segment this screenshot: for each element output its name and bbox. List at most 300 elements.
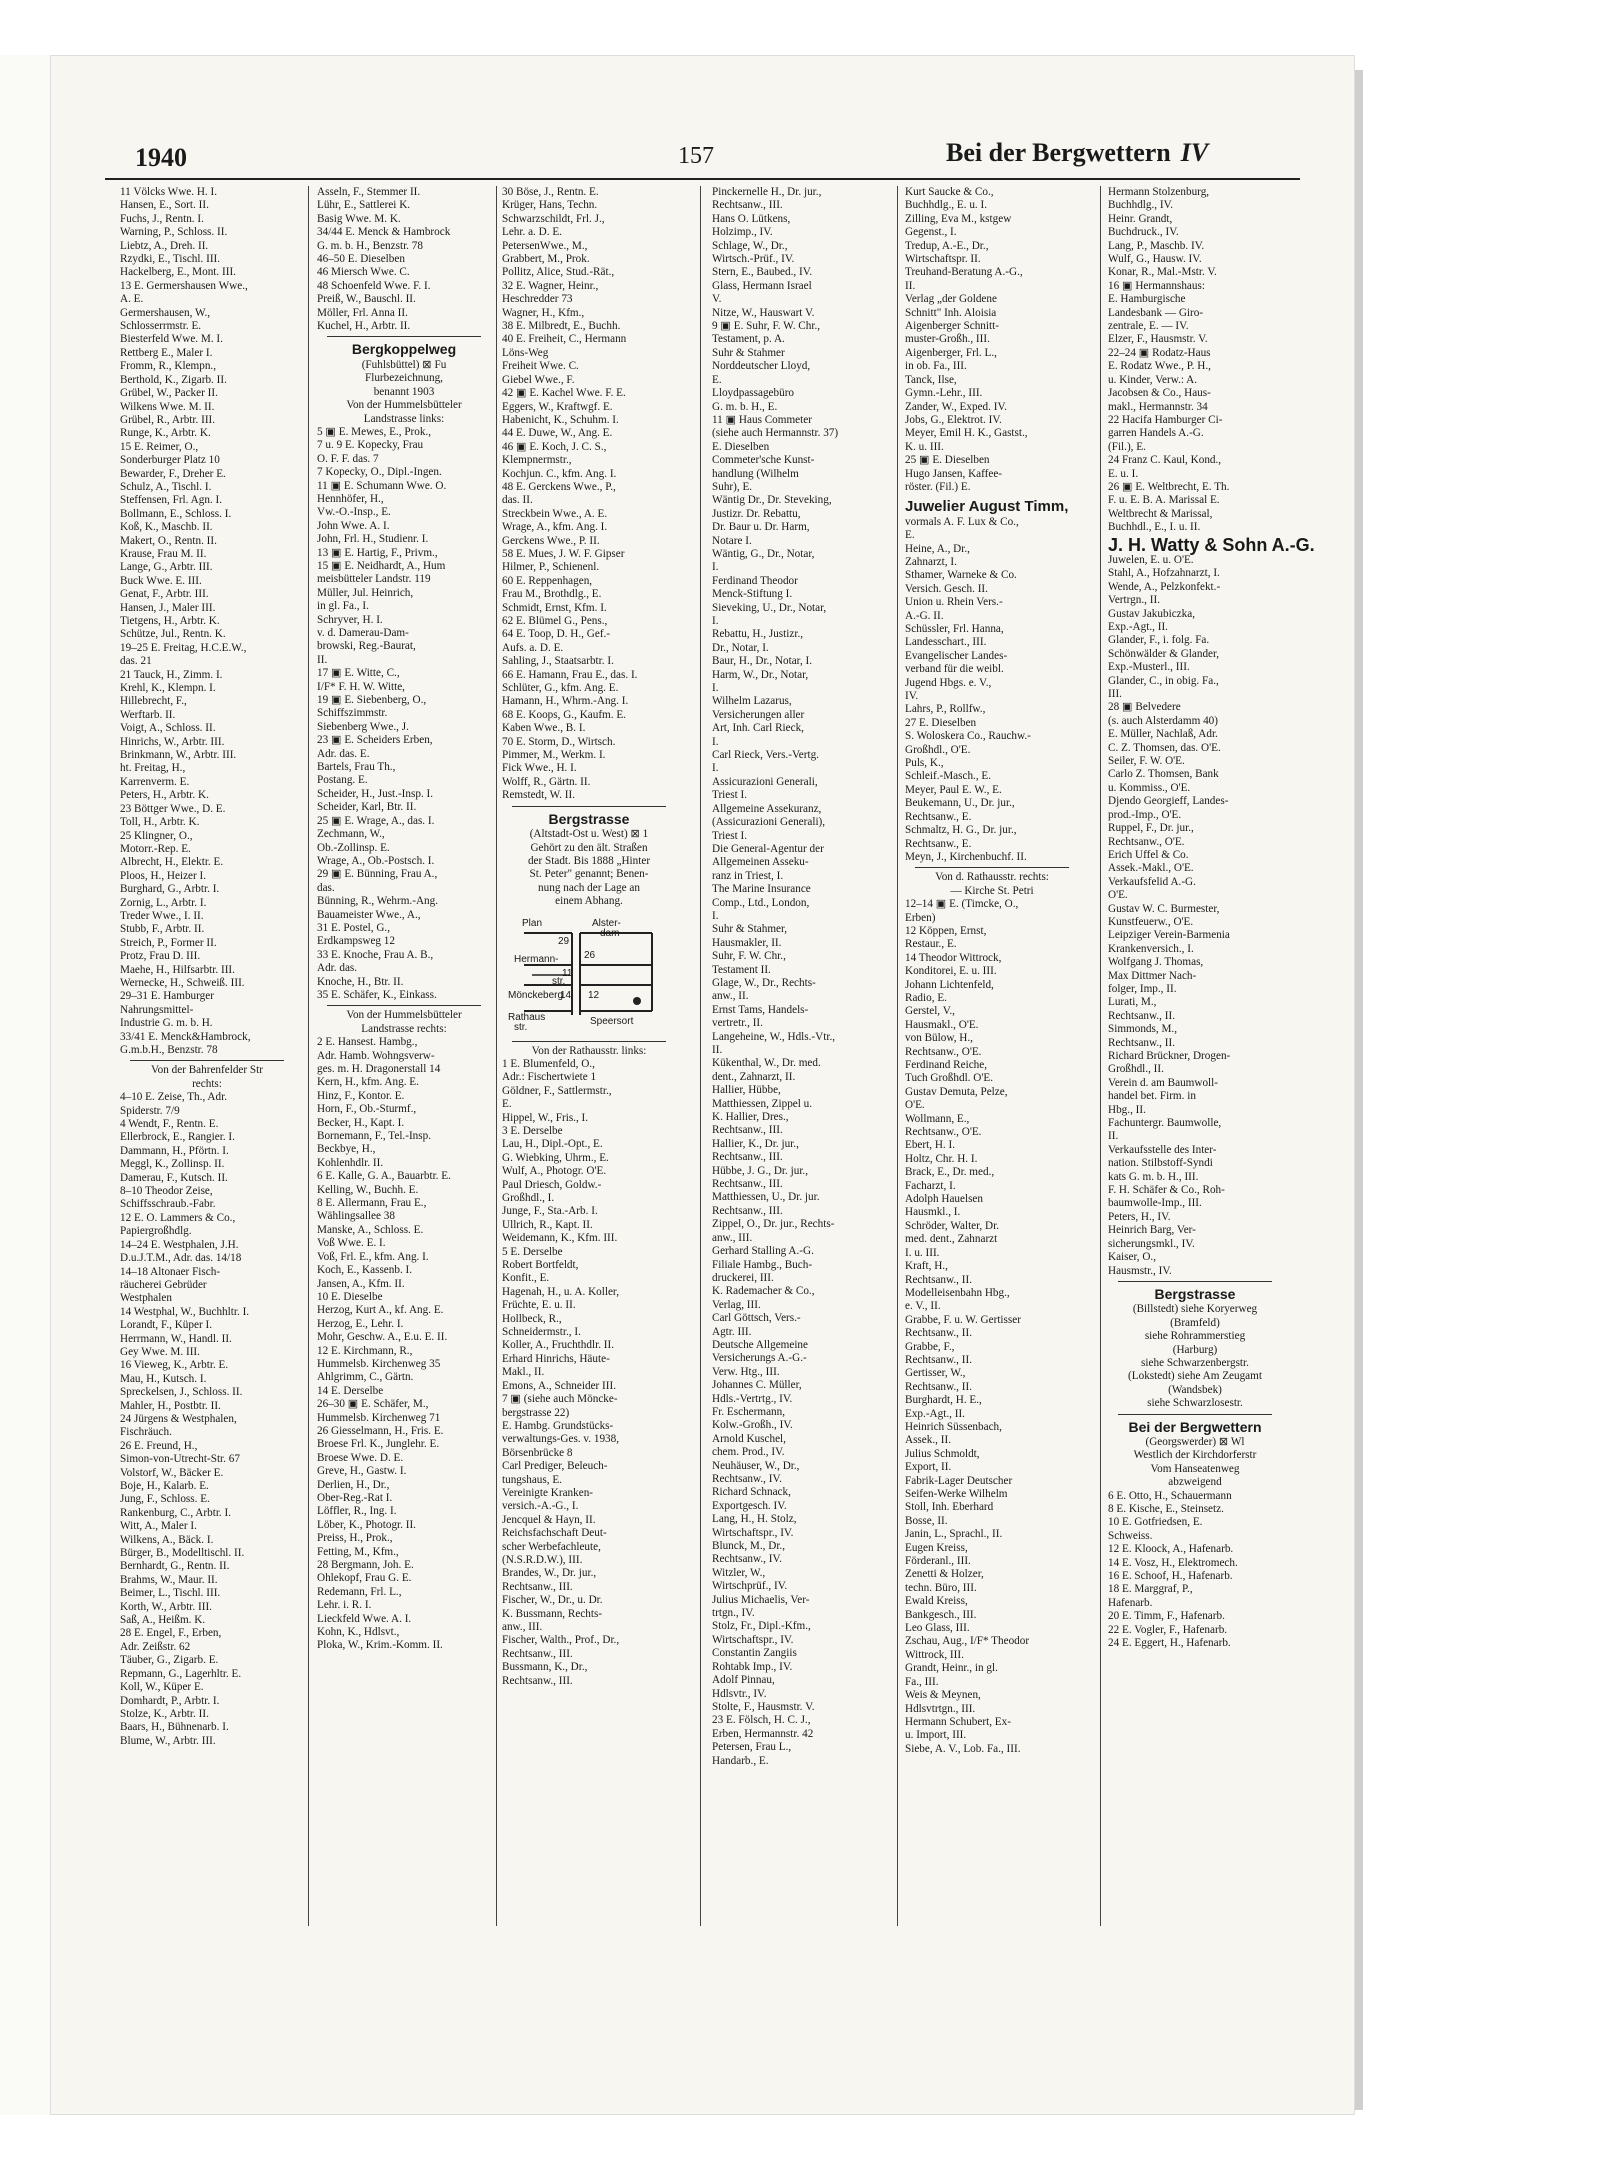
directory-entry: makl., Hermannstr. 34	[1108, 400, 1208, 413]
directory-entry: Leipziger Verein-Barmenia	[1108, 929, 1230, 942]
directory-entry: Simmonds, M.,	[1108, 1023, 1178, 1036]
directory-entry: Holtz, Chr. H. I.	[905, 1152, 978, 1165]
directory-entry: 10 E. Gotfriedsen, E.	[1108, 1516, 1203, 1529]
directory-entry: Heinr. Grandt,	[1108, 212, 1173, 225]
directory-entry: Rechtsanw., II.	[1108, 1009, 1175, 1022]
directory-entry: Voigt, A., Schloss. II.	[120, 722, 216, 735]
directory-entry: Freiheit Wwe. C.	[502, 360, 579, 373]
directory-entry: Fachuntergr. Baumwolle,	[1108, 1117, 1222, 1130]
directory-entry: Wilhelm Lazarus,	[712, 695, 792, 708]
directory-entry: muster-Großh., III.	[905, 333, 990, 346]
directory-entry: Nitze, W., Hauswart V.	[712, 306, 815, 319]
directory-entry: Papiergroßhdlg.	[120, 1225, 192, 1238]
directory-entry: vormals A. F. Lux & Co.,	[905, 515, 1019, 528]
directory-entry: I.	[712, 762, 719, 775]
directory-entry: Handarb., E.	[712, 1754, 769, 1767]
directory-entry: Buchhdl., E., I. u. II.	[1108, 521, 1201, 534]
directory-entry: meisbütteler Landstr. 119	[317, 573, 431, 586]
directory-entry: Jansen, A., Kfm. II.	[317, 1277, 405, 1290]
directory-entry: Pimmer, M., Werkm. I.	[502, 749, 606, 762]
directory-entry: Albrecht, H., Elektr. E.	[120, 856, 224, 869]
directory-entry: Meyer, Paul E. W., E.	[905, 783, 1002, 796]
directory-entry: vertretr., II.	[712, 1017, 763, 1030]
directory-entry: Stern, E., Baubed., IV.	[712, 266, 813, 279]
directory-entry: Rechtsanw., III.	[712, 1204, 783, 1217]
directory-entry: Hinrichs, W., Arbtr. III.	[120, 735, 225, 748]
directory-entry: Rechtsanw., III.	[712, 199, 783, 212]
directory-entry: Frau M., Brothdlg., E.	[502, 588, 602, 601]
directory-entry: Wulf, A., Photogr. O'E.	[502, 1165, 607, 1178]
directory-entry: 25 Klingner, O.,	[120, 829, 193, 842]
directory-entry: Hbg., II.	[1108, 1103, 1146, 1116]
directory-entry: Erdkampsweg 12	[317, 935, 395, 948]
directory-entry: Exportgesch. IV.	[712, 1499, 787, 1512]
directory-entry: K. Bussmann, Rechts-	[502, 1607, 603, 1620]
directory-entry: Gustav W. C. Burmester,	[1108, 902, 1220, 915]
header-rule	[105, 178, 1300, 180]
directory-entry: 14 Westphal, W., Buchhltr. I.	[120, 1305, 250, 1318]
directory-entry: Blume, W., Arbtr. III.	[120, 1734, 216, 1747]
directory-entry: Müller, Jul. Heinrich,	[317, 586, 414, 599]
directory-entry: Verlag, III.	[712, 1298, 761, 1311]
directory-entry: 30 Böse, J., Rentn. E.	[502, 186, 599, 198]
directory-entry: 8 E. Allermann, Frau E.,	[317, 1197, 427, 1210]
directory-entry: 48 Schoenfeld Wwe. F. I.	[317, 279, 431, 292]
street-note: — Kirche St. Petri	[950, 884, 1034, 897]
directory-entry: Schmidt, Ernst, Kfm. I.	[502, 601, 607, 614]
directory-entry: Lühr, E., Sattlerei K.	[317, 199, 411, 212]
directory-entry: Johannes C. Müller,	[712, 1379, 802, 1392]
directory-entry: ges. m. H. Dragonerstall 14	[317, 1063, 441, 1075]
directory-entry: Arnold Kuschel,	[712, 1432, 786, 1445]
directory-entry: Herrmann, W., Handl. II.	[120, 1332, 232, 1345]
directory-entry: Zilling, Eva M., kstgew	[905, 212, 1012, 225]
directory-entry: Karrenverm. E.	[120, 775, 190, 788]
directory-entry: 23 E. Fölsch, H. C. J.,	[712, 1714, 811, 1727]
directory-entry: 10 E. Dieselbe	[317, 1290, 383, 1303]
directory-entry: 18 E. Marggraf, P.,	[1108, 1583, 1193, 1596]
running-title	[946, 138, 1208, 168]
directory-entry: Rechtsanw., E.	[905, 810, 972, 823]
street-heading: Bergkoppelweg	[351, 341, 457, 358]
directory-entry: Hausmstr., IV.	[1108, 1264, 1172, 1277]
directory-entry: 33/41 E. Menck&Hambrock,	[120, 1030, 251, 1043]
directory-entry: Fetting, M., Kfm.,	[317, 1545, 399, 1558]
directory-entry: 31 E. Postel, G.,	[317, 921, 391, 934]
map-label: dam	[600, 927, 620, 939]
directory-entry: Bartels, Frau Th.,	[317, 761, 396, 774]
directory-entry: Sieveking, U., Dr., Notar,	[712, 601, 827, 614]
street-note: (Altstadt-Ost u. West) ⊠ 1	[529, 828, 649, 841]
directory-entry: 6 E. Kalle, G. A., Bauarbtr. E.	[317, 1170, 451, 1183]
directory-entry: The Marine Insurance	[712, 883, 811, 896]
directory-entry: Landesbank — Giro-	[1108, 306, 1204, 319]
directory-entry: 13 E. Germershausen Wwe.,	[120, 279, 248, 292]
directory-entry: Djendo Georgieff, Landes-	[1108, 795, 1229, 808]
directory-entry: Löber, K., Photogr. II.	[317, 1518, 416, 1531]
directory-entry: Schiffsschraub.-Fabr.	[120, 1198, 216, 1211]
directory-entry: Hackelberg, E., Mont. III.	[120, 266, 236, 279]
directory-entry: 15 E. Reimer, O.,	[120, 440, 199, 453]
directory-entry: E. Hambg. Grundstücks-	[502, 1419, 614, 1432]
directory-entry: Ruppel, F., Dr. jur.,	[1108, 822, 1194, 835]
directory-entry: 14 Theodor Wittrock,	[905, 951, 1002, 964]
map-label: Speersort	[590, 1015, 634, 1027]
directory-entry: 32 E. Wagner, Heinr.,	[502, 279, 599, 292]
directory-entry: K. Hallier, Dres.,	[712, 1111, 789, 1124]
directory-entry: Wilkens, A., Bäck. I.	[120, 1533, 214, 1546]
directory-entry: Früchte, E. u. II.	[502, 1299, 576, 1312]
directory-entry: Hermann Schubert, Ex-	[905, 1715, 1011, 1728]
directory-entry: Biesterfeld Wwe. M. I.	[120, 333, 223, 346]
directory-entry: Aufs. a. D. E.	[502, 641, 564, 654]
directory-entry: 28 E. Engel, F., Erben,	[120, 1627, 222, 1640]
directory-entry: Ebert, H. I.	[905, 1139, 956, 1152]
street-note: Landstrasse rechts:	[361, 1022, 447, 1035]
directory-entry: Justizr. Dr. Rebattu,	[712, 507, 801, 520]
directory-entry: Wittrock, III.	[905, 1648, 964, 1661]
directory-entry: Wilkens Wwe. M. II.	[120, 400, 215, 413]
directory-entry: Heinrich Süssenbach,	[905, 1420, 1002, 1433]
directory-entry: Mahler, H., Postbtr. II.	[120, 1399, 221, 1412]
directory-entry: 21 Tauck, H., Zimm. I.	[120, 668, 223, 681]
directory-entry: 8 E. Kische, E., Steinsetz.	[1108, 1503, 1224, 1515]
directory-entry: kats G. m. b. H., III.	[1108, 1170, 1199, 1183]
directory-entry: Weltbrecht & Marissal,	[1108, 507, 1213, 520]
directory-entry: druckerei, III.	[712, 1271, 774, 1284]
map-label: str.	[552, 975, 566, 987]
directory-entry: Jung, F., Schloss. E.	[120, 1493, 210, 1506]
directory-entry: dent., Zahnarzt, II.	[712, 1070, 796, 1083]
street-heading: Bei der Bergwettern	[1128, 1418, 1262, 1435]
directory-entry: 28 ▣ Belvedere	[1108, 701, 1181, 714]
directory-entry: bergstrasse 22)	[502, 1406, 570, 1419]
directory-entry: Peters, H., Arbtr. K.	[120, 789, 209, 802]
directory-entry: 66 E. Hamann, Frau E., das. I.	[502, 668, 638, 681]
directory-entry: Constantin Zangiis	[712, 1647, 797, 1660]
directory-entry: 46–50 E. Dieselben	[317, 253, 405, 266]
directory-entry: browski, Reg.-Baurat,	[317, 640, 416, 653]
directory-entry: 17 ▣ E. Witte, C.,	[317, 667, 400, 680]
street-note: Westlich der Kirchdorferstr	[1133, 1449, 1257, 1462]
directory-entry: Nahrungsmittel-	[120, 1003, 194, 1016]
directory-entry: Neuhäuser, W., Dr.,	[712, 1459, 800, 1472]
directory-entry: Glander, F., i. folg. Fa.	[1108, 634, 1210, 647]
directory-entry: Adr. das. E.	[317, 747, 370, 760]
running-title-roman: IV	[1180, 138, 1209, 167]
directory-entry: das.	[317, 881, 335, 894]
directory-entry: u. Kinder, Verw.: A.	[1108, 373, 1198, 386]
directory-entry: Fabrik-Lager Deutscher	[905, 1474, 1013, 1487]
directory-entry: Hallier, K., Dr. jur.,	[712, 1137, 799, 1150]
directory-entry: Rechtsanw., III.	[712, 1178, 783, 1191]
directory-entry: Matthiessen, U., Dr. jur.	[712, 1191, 820, 1204]
directory-entry: Lange, G., Arbtr. III.	[120, 561, 213, 574]
directory-entry: 16 Vieweg, K., Arbtr. E.	[120, 1359, 229, 1372]
directory-entry: G.m.b.H., Benzstr. 78	[120, 1044, 218, 1056]
directory-entry: Schiffszimmstr.	[317, 707, 388, 720]
directory-entry: handlung (Wilhelm	[712, 467, 799, 480]
directory-entry: 7 Kopecky, O., Dipl.-Ingen.	[317, 466, 442, 479]
map-label: Plan	[522, 917, 543, 929]
directory-entry: Schwarzschildt, Frl. J.,	[502, 212, 605, 225]
directory-entry: II.	[712, 1044, 723, 1056]
directory-entry: Suhr), E.	[712, 480, 753, 493]
directory-entry: Gerhard Stalling A.-G.	[712, 1245, 814, 1258]
directory-entry: 22–24 ▣ Rodatz-Haus	[1108, 346, 1211, 359]
directory-entry: Lau, H., Dipl.-Opt., E.	[502, 1138, 603, 1151]
directory-entry: 24 E. Eggert, H., Hafenarb.	[1108, 1637, 1231, 1650]
directory-entry: Löns-Weg	[502, 346, 549, 359]
directory-entry: Adr. Hamb. Wohngsverw-	[317, 1049, 435, 1062]
directory-entry: Gertisser, W.,	[905, 1367, 966, 1380]
directory-entry: 29–31 E. Hamburger	[120, 990, 214, 1003]
directory-entry: Eugen Kreiss,	[905, 1541, 968, 1554]
directory-entry: Rechtsanw., II.	[1108, 1036, 1175, 1049]
directory-entry: 27 E. Dieselben	[905, 716, 977, 729]
directory-entry: Tietgens, H., Arbtr. K.	[120, 615, 220, 627]
directory-entry: Triest I.	[712, 829, 748, 842]
directory-entry: Ahlgrimm, C., Gärtn.	[317, 1371, 414, 1384]
directory-entry: E. u. I.	[1108, 467, 1139, 480]
directory-entry: Hamann, H., Whrm.-Ang. I.	[502, 695, 629, 708]
street-note: (Fuhlsbüttel) ⊠ Fu	[361, 358, 447, 371]
directory-entry: Max Dittmer Nach-	[1108, 969, 1197, 982]
directory-entry: Hans O. Lütkens,	[712, 212, 791, 225]
directory-entry: Adr.: Fischertwiete 1	[502, 1071, 597, 1084]
directory-entry: Dr., Notar, I.	[712, 641, 769, 654]
directory-entry: Zander, W., Exped. IV.	[905, 400, 1007, 413]
street-note: benannt 1903	[373, 385, 435, 398]
directory-entry: 9 ▣ E. Suhr, F. W. Chr.,	[712, 320, 821, 333]
directory-entry: 20 E. Timm, F., Hafenarb.	[1108, 1610, 1225, 1623]
directory-entry: Asseln, F., Stemmer II.	[317, 186, 421, 198]
directory-entry: Rettberg E., Maler I.	[120, 346, 213, 359]
directory-entry: Wernecke, H., Schweiß. III.	[120, 976, 245, 989]
directory-entry: Buchhdlg., E. u. I.	[905, 199, 988, 212]
directory-entry: Hillebrecht, F.,	[120, 695, 187, 708]
directory-entry: Lehr. i. R. I.	[317, 1599, 372, 1612]
directory-entry: Agtr. III.	[712, 1325, 752, 1338]
directory-entry: Erben, Hermannstr. 42	[712, 1727, 814, 1740]
directory-entry: Schweiss.	[1108, 1529, 1153, 1542]
running-title-text: Bei der Bergwettern	[946, 138, 1171, 167]
directory-entry: Ferdinand Theodor	[712, 574, 798, 587]
directory-entry: John Wwe. A. I.	[317, 519, 390, 532]
directory-entry: Stolte, F., Hausmstr. V.	[712, 1700, 815, 1713]
directory-entry: Aigenberger Schnitt-	[905, 320, 999, 333]
directory-entry: Domhardt, P., Arbtr. I.	[120, 1694, 220, 1707]
directory-entry: Westphalen	[120, 1292, 172, 1305]
directory-entry: Hermann Stolzenburg,	[1108, 186, 1210, 198]
directory-entry: F. u. E. B. A. Marissal E.	[1108, 494, 1220, 507]
directory-entry: Pinckernelle H., Dr. jur.,	[712, 186, 822, 198]
advert-entry: J. H. Watty & Sohn A.-G.	[1108, 534, 1315, 555]
directory-entry: das. II.	[502, 494, 533, 507]
directory-entry: Adr. Zeißstr. 62	[120, 1640, 191, 1653]
directory-entry: Löffler, R., Ing. I.	[317, 1505, 397, 1518]
directory-entry: Allgemeinen Asseku-	[712, 856, 809, 869]
directory-entry: Gymn.-Lehr., III.	[905, 387, 983, 400]
directory-entry: Julius Schmoldt,	[905, 1447, 980, 1460]
directory-entry: Germershausen, W.,	[120, 306, 211, 319]
directory-entry: I.	[712, 561, 719, 574]
directory-entry: Wirtschprüf., IV.	[712, 1580, 788, 1593]
directory-entry: I.	[712, 615, 719, 627]
directory-entry: Großhdl., II.	[1108, 1063, 1164, 1076]
directory-entry: 11 ▣ Haus Commeter	[712, 413, 812, 426]
directory-entry: Grübel, W., Packer II.	[120, 387, 218, 400]
directory-entry: 14–24 E. Westphalen, J.H.	[120, 1238, 239, 1251]
directory-entry: Assek.-Makl., O'E.	[1108, 862, 1194, 875]
map-label: Hermann-	[514, 953, 559, 965]
column-divider	[897, 186, 898, 1926]
directory-entry: Wirtschaftspr., IV.	[712, 1526, 794, 1539]
directory-entry: Täuber, G., Zigarb. E.	[120, 1654, 219, 1667]
directory-entry: Erhard Hinrichs, Häute-	[502, 1352, 610, 1365]
directory-entry: Baur, H., Dr., Notar, I.	[712, 655, 813, 668]
directory-entry: Schüssler, Frl. Hanna,	[905, 623, 1004, 635]
directory-entry: Möller, Frl. Anna II.	[317, 306, 408, 319]
street-note: (Billstedt) siehe Koryerweg	[1132, 1303, 1258, 1316]
directory-entry: ht. Freitag, H.,	[120, 762, 186, 775]
directory-entry: Harm, W., Dr., Notar,	[712, 668, 809, 681]
directory-entry: Volstorf, W., Bäcker E.	[120, 1466, 224, 1479]
street-note: St. Peter" genannt; Benen-	[529, 868, 649, 881]
directory-entry: 12 Köppen, Ernst,	[905, 924, 987, 937]
directory-entry: Hennhöfer, H.,	[317, 492, 384, 505]
directory-entry: I.	[712, 682, 719, 695]
directory-entry: 16 E. Schoof, H., Hafenarb.	[1108, 1570, 1233, 1583]
directory-entry: Assicurazioni Generali,	[712, 775, 818, 788]
directory-entry: Bussmann, K., Dr.,	[502, 1661, 588, 1674]
directory-entry: Kaben Wwe., B. I.	[502, 722, 586, 735]
directory-entry: Stoll, Inh. Eberhard	[905, 1501, 994, 1514]
directory-entry: Mohr, Geschw. A., E.u. E. II.	[317, 1331, 448, 1344]
directory-entry: chem. Prod., IV.	[712, 1446, 785, 1459]
directory-entry: I. u. III.	[905, 1246, 940, 1259]
directory-entry: Damerau, F., Kutsch. II.	[120, 1171, 228, 1184]
directory-entry: folger, Imp., II.	[1108, 982, 1177, 995]
directory-entry: anw., III.	[712, 1231, 753, 1244]
directory-entry: II.	[1108, 1130, 1119, 1143]
directory-entry: 12 E. O. Lammers & Co.,	[120, 1211, 236, 1224]
street-note: Von der Hummelsbütteler	[346, 1009, 462, 1022]
directory-entry: tungshaus, E.	[502, 1473, 562, 1486]
directory-entry: Industrie G. m. b. H.	[120, 1017, 213, 1030]
street-note: Von der Rathausstr. links:	[531, 1044, 647, 1057]
directory-entry: 24 Jürgens & Westphalen,	[120, 1412, 237, 1425]
street-note: Vom Hanseatenweg	[1150, 1462, 1240, 1475]
directory-entry: Göldner, F., Sattlermstr.,	[502, 1084, 612, 1097]
directory-entry: Grabbe, F.,	[905, 1340, 955, 1353]
directory-entry: Glass, Hermann Israel	[712, 279, 812, 292]
directory-entry: Lorandt, F., Küper I.	[120, 1319, 213, 1332]
directory-entry: Notare I.	[712, 534, 752, 547]
directory-entry: Treder Wwe., I. II.	[120, 909, 204, 922]
directory-entry: Repmann, G., Lagerhltr. E.	[120, 1667, 242, 1680]
directory-entry: Wrage, A., Ob.-Postsch. I.	[317, 854, 435, 867]
directory-entry: Mau, H., Kutsch. I.	[120, 1372, 207, 1385]
directory-entry: Rechtsanw., O'E.	[905, 1045, 982, 1058]
directory-entry: Tredup, A.-E., Dr.,	[905, 239, 989, 252]
directory-entry: Brandes, W., Dr. jur.,	[502, 1567, 597, 1580]
directory-entry: Peters, H., IV.	[1108, 1210, 1171, 1223]
street-note: Gehört zu den ält. Straßen	[530, 841, 648, 854]
street-note: (Harburg)	[1172, 1343, 1218, 1356]
directory-entry: Janin, L., Sprachl., II.	[905, 1528, 1003, 1541]
section-separator	[130, 1060, 284, 1061]
directory-entry: 5 E. Derselbe	[502, 1245, 563, 1258]
column-divider	[496, 186, 497, 1926]
directory-entry: Zahnarzt, I.	[905, 555, 957, 568]
directory-entry: Verw. Htg., III.	[712, 1365, 780, 1378]
directory-entry: 14 E. Derselbe	[317, 1384, 384, 1397]
directory-entry: Wäntig Dr., Dr. Steveking,	[712, 494, 832, 507]
directory-entry: (N.S.R.D.W.), III.	[502, 1553, 583, 1566]
directory-entry: Heinrich Barg, Ver-	[1108, 1224, 1196, 1237]
directory-entry: Kohn, K., Hdlsvt.,	[317, 1626, 400, 1639]
map-label: 29	[558, 935, 570, 947]
directory-entry: Redemann, Frl. L.,	[317, 1585, 402, 1598]
street-note: einem Abhang.	[555, 895, 623, 908]
directory-entry: Dammann, H., Pförtn. I.	[120, 1144, 229, 1157]
directory-entry: Triest I.	[712, 789, 748, 802]
directory-entry: D.u.J.T.M., Adr. das. 14/18	[120, 1252, 242, 1265]
directory-entry: Großhdl., O'E.	[905, 743, 971, 756]
directory-entry: Kern, H., kfm. Ang. E.	[317, 1076, 419, 1089]
directory-entry: Schütze, Jul., Rentn. K.	[120, 628, 226, 641]
directory-entry: zentrale, E. — IV.	[1108, 320, 1189, 333]
directory-entry: II.	[905, 279, 916, 292]
directory-entry: Rankenburg, C., Arbtr. I.	[120, 1506, 232, 1519]
directory-entry: Bollmann, E., Schloss. I.	[120, 507, 232, 520]
street-note: rechts:	[192, 1077, 222, 1090]
directory-entry: Wulf, G., Hausw. IV.	[1108, 253, 1202, 266]
directory-entry: Beckbye, H.,	[317, 1143, 376, 1156]
directory-entry: Postang. E.	[317, 774, 368, 787]
directory-entry: Hollbeck, R.,	[502, 1312, 562, 1325]
directory-entry: C. Z. Thomsen, das. O'E.	[1108, 741, 1221, 754]
directory-entry: Wirtschaftspr., IV.	[712, 1633, 794, 1646]
directory-entry: Heine, A., Dr.,	[905, 542, 970, 555]
directory-entry: 29 ▣ E. Bünning, Frau A.,	[317, 868, 438, 881]
directory-entry: 15 ▣ E. Neidhardt, A., Hum	[317, 559, 446, 572]
directory-entry: 35 E. Schäfer, K., Einkass.	[317, 988, 437, 1001]
directory-entry: 19–25 E. Freitag, H.C.E.W.,	[120, 641, 247, 654]
directory-entry: u. Kommiss., O'E.	[1108, 781, 1191, 794]
directory-entry: Zenetti & Holzer,	[905, 1568, 984, 1581]
directory-entry: Commeter'sche Kunst-	[712, 454, 815, 467]
directory-entry: Kükenthal, W., Dr. med.	[712, 1057, 821, 1070]
directory-entry: Restaur., E.	[905, 938, 957, 951]
directory-entry: Aigenberger, Frl. L.,	[905, 346, 997, 359]
directory-entry: Hansen, E., Sort. II.	[120, 199, 209, 212]
directory-entry: Hummelsb. Kirchenweg 71	[317, 1411, 441, 1424]
directory-entry: Rohtabk Imp., IV.	[712, 1660, 793, 1673]
directory-entry: Krause, Frau M. II.	[120, 547, 207, 560]
directory-entry: Herzog, Kurt A., kf. Ang. E.	[317, 1304, 444, 1317]
directory-entry: Kraft, H.,	[905, 1260, 948, 1273]
directory-entry: Gustav Jakubiczka,	[1108, 607, 1195, 620]
directory-entry: Greve, H., Gastw. I.	[317, 1465, 407, 1478]
directory-entry: Zechmann, W.,	[317, 828, 385, 841]
column-4	[712, 186, 886, 1926]
directory-entry: Glander, C., in obig. Fa.,	[1108, 674, 1219, 687]
directory-entry: Comp., Ltd., London,	[712, 896, 810, 909]
directory-entry: Hinz, F., Kontor. E.	[317, 1089, 405, 1102]
directory-entry: anw., III.	[502, 1621, 543, 1633]
